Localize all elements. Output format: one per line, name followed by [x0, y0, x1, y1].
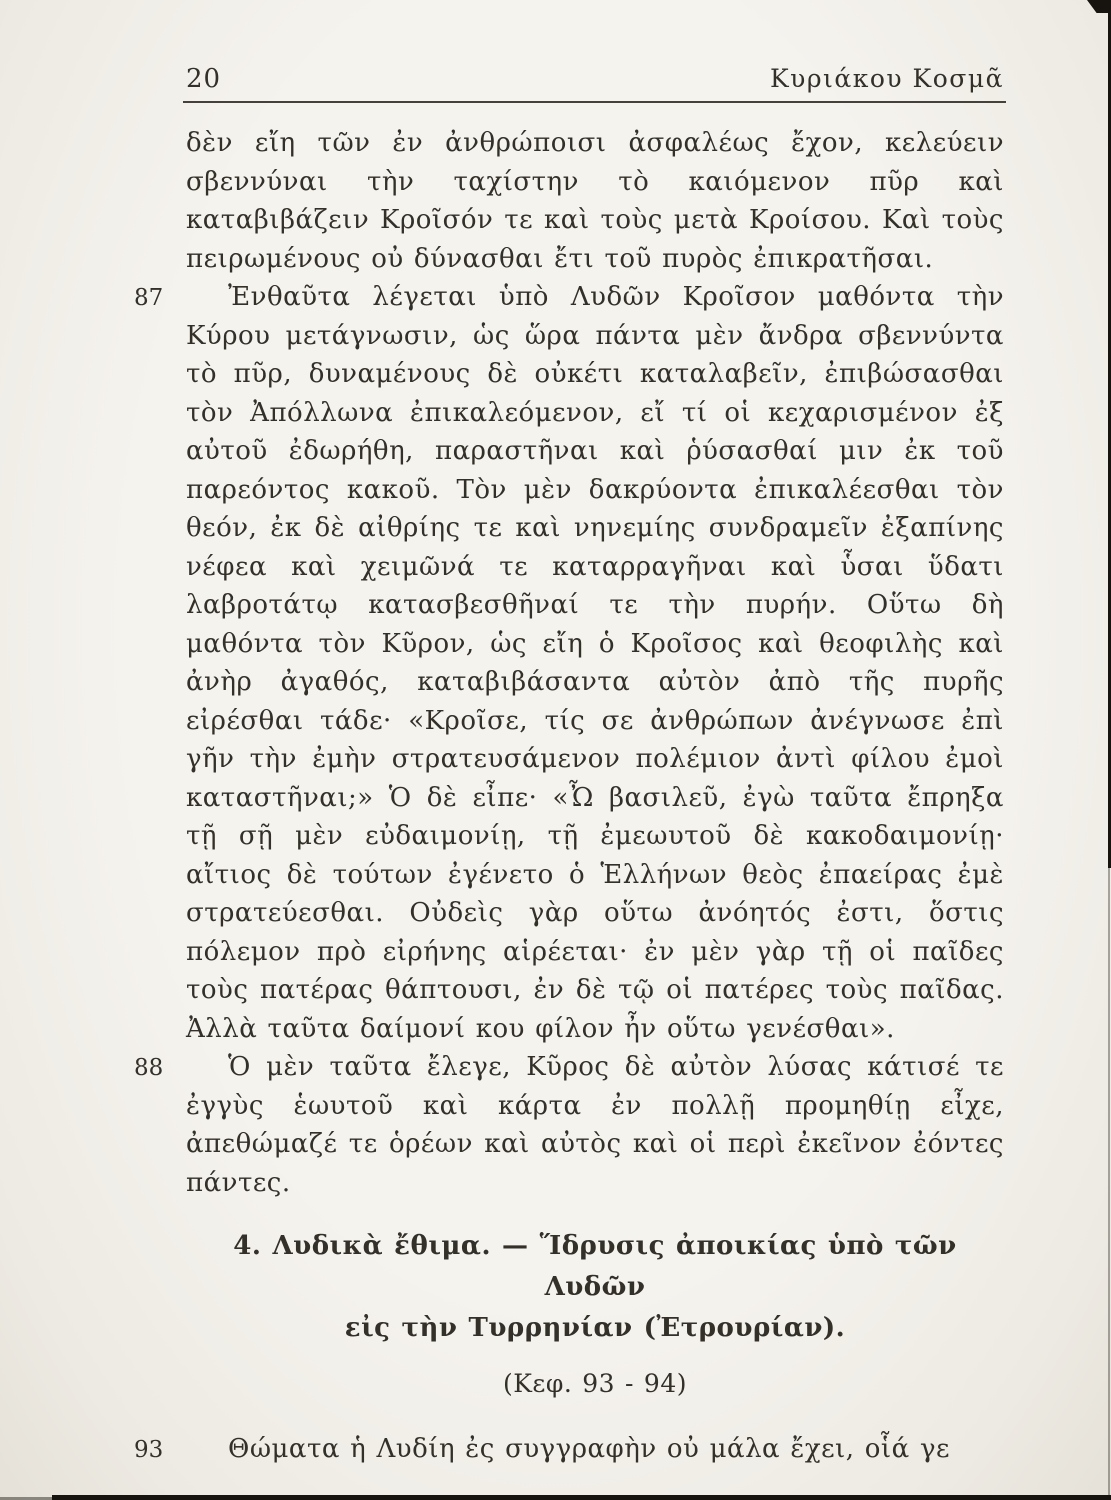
paragraph-86-continuation: [186, 124, 1004, 278]
paragraph-text: Ἐνθαῦτα λέγεται ὑπὸ Λυδῶν Κροῖσον μαθόντα τὴν Κύρου μετάγνωσιν, ὡς ὥρα πάντα μὲν ἄνδρα σβεννύντα τὸ πῦρ, δυναμένους δὲ οὐκέτι καταλαβεῖν, ἐπιβώσασθαι τὸν Ἀπόλλωνα ἐπικαλεόμενον, εἴ τί οἱ κεχαρισμένον ἐξ αὐτοῦ ἐδωρήθη, παραστῆναι καὶ ῥύσασθαί μιν ἐκ τοῦ παρεόντος κακοῦ. Τὸν μὲν δακρύοντα ἐπικαλέεσθαι τὸν θεόν, ἐκ δὲ αἰθρίης τε καὶ νηνεμίης συνδραμεῖν ἐξαπίνης νέφεα καὶ χειμῶνά τε καταρραγῆναι καὶ ὗσαι ὕδατι λαβροτάτῳ κατασβεσθῆναί τε τὴν πυρήν. Οὕτω δὴ μαθόντα τὸν Κῦρον, ὡς εἴη ὁ Κροῖσος καὶ θεοφιλὴς καὶ ἀνὴρ ἀγαθός, καταβιβάσαντα αὐτὸν ἀπὸ τῆς πυρῆς εἰρέσθαι τάδε· «Κροῖσε, τίς σε ἀνθρώπων ἀνέγνωσε ἐπὶ γῆν τὴν ἐμὴν στρατευσάμενον πολέμιον ἀντὶ φίλου ἐμοὶ καταστῆναι;» Ὁ δὲ εἶπε· «Ὦ βασιλεῦ, ἐγὼ ταῦτα ἔπρηξα τῇ σῇ μὲν εὐδαιμονίῃ, τῇ ἐμεωυτοῦ δὲ κακοδαιμονίῃ· αἴτιος δὲ τούτων ἐγένετο ὁ Ἑλλήνων θεὸς ἐπαείρας ἐμὲ στρατεύεσθαι. Οὐδεὶς γὰρ οὕτω ἀνόητός ἐστι, ὅστις πόλεμον πρὸ εἰρήνης αἱρέεται· ἐν μὲν γὰρ τῇ οἱ παῖδες τοὺς πατέρας θάπτουσι, ἐν δὲ τῷ οἱ πατέρες τοὺς παῖδας. Ἀλλὰ ταῦτα δαίμονί κου φίλον ἦν οὕτω γενέσθαι».: [186, 282, 1004, 1044]
scan-artifact-right-edge-faint: [1108, 868, 1110, 1500]
chapter-reference: (Κεφ. 93 - 94): [503, 1369, 687, 1398]
page-header: [186, 64, 1004, 94]
text-block: [134, 124, 1004, 1468]
scan-artifact-bottom-edge: [52, 1495, 1111, 1500]
section-heading-line1: 4. Λυδικὰ ἔθιμα. — Ἵδρυσις ἀποικίας ὑπὸ τῶν Λυδῶν: [233, 1231, 957, 1302]
section-heading-line2: εἰς τὴν Τυρρηνίαν (Ἐτρουρίαν).: [344, 1313, 846, 1343]
paragraph-text: δὲν εἴη τῶν ἐν ἀνθρώποισι ἀσφαλέως ἔχον, κελεύειν σβεννύναι τὴν ταχίστην τὸ καιόμενον πῦρ καὶ καταβιβάζειν Κροῖσόν τε καὶ τοὺς μετὰ Κροίσου. Καὶ τοὺς πειρωμένους οὐ δύνασθαι ἔτι τοῦ πυρὸς ἐπικρατῆσαι.: [186, 128, 1004, 274]
margin-section-number-88: 88: [134, 1055, 164, 1081]
margin-section-number-93: 93: [134, 1436, 164, 1463]
paragraph-text: Ὁ μὲν ταῦτα ἔλεγε, Κῦρος δὲ αὐτὸν λύσας κάτισέ τε ἐγγὺς ἑωυτοῦ καὶ κάρτα ἐν πολλῇ προμηθίῃ εἶχε, ἀπεθώμαζέ τε ὁρέων καὶ αὐτὸς καὶ οἱ περὶ ἐκεῖνον ἐόντες πάντες.: [186, 1052, 1004, 1198]
paragraph-93: [134, 1430, 1004, 1469]
running-header-title: Κυριάκου Κοσμᾶ: [769, 64, 1004, 93]
section-heading: [186, 1226, 1004, 1349]
paragraph-text: Θώματα ἡ Λυδίη ἐς συγγραφὴν οὐ μάλα ἔχει, οἷά γε: [228, 1433, 950, 1464]
paragraph-88: [134, 1048, 1004, 1202]
margin-section-number-87: 87: [134, 285, 164, 311]
header-rule: [183, 101, 1006, 103]
paragraph-87: [134, 278, 1004, 1048]
page-number: 20: [186, 64, 222, 94]
